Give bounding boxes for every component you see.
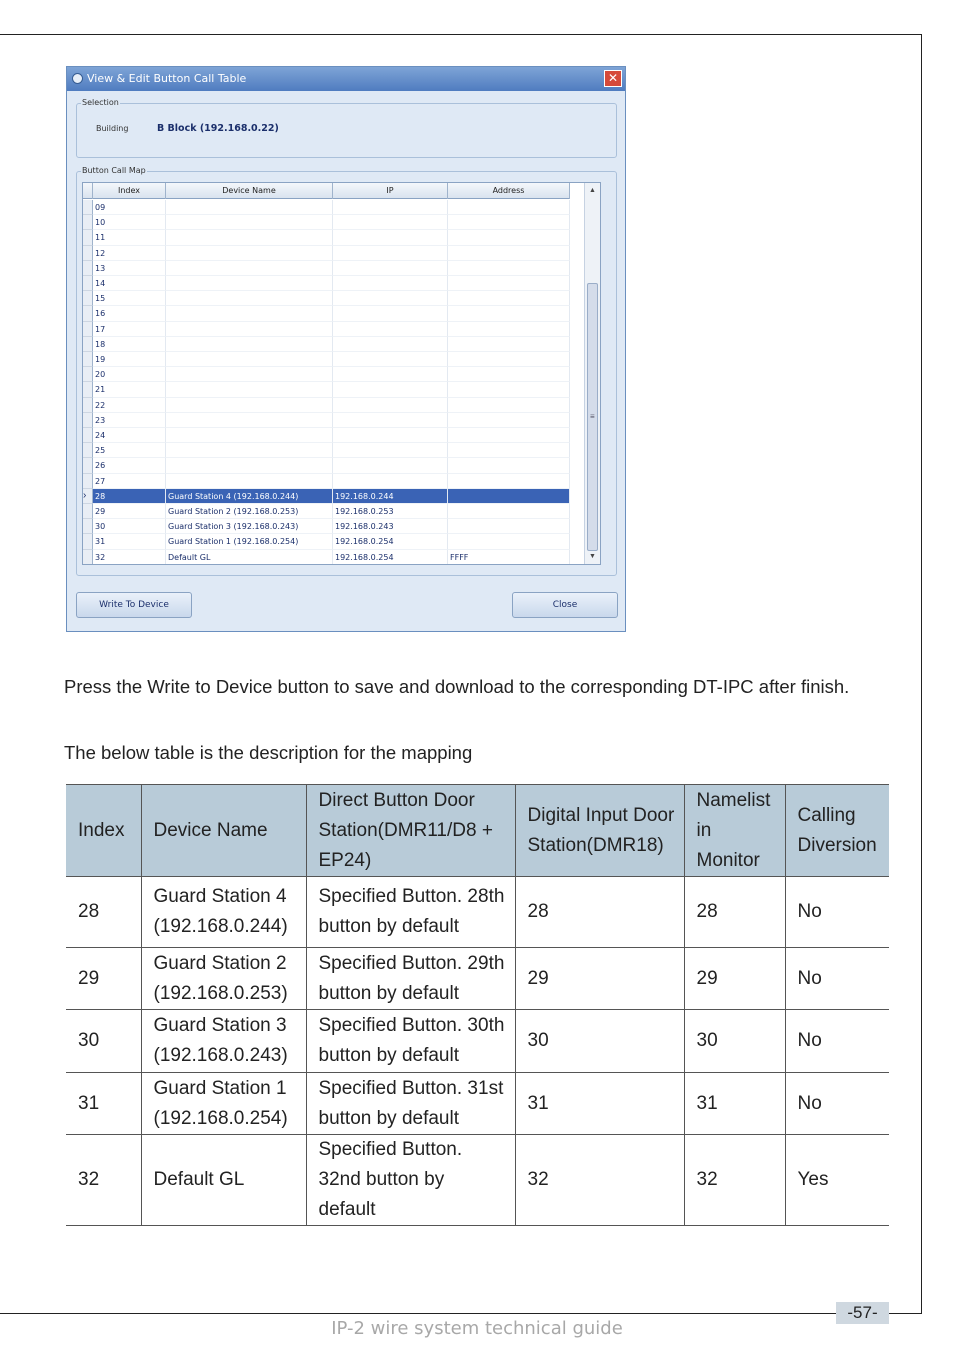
cell-ip[interactable]: 192.168.0.244 [333, 489, 448, 504]
cell-direct-button: Specified Button. 28th button by default [306, 877, 515, 948]
grid-row[interactable] [83, 337, 570, 352]
cell-address[interactable] [448, 200, 570, 215]
cell-calling-diversion: Yes [785, 1135, 889, 1226]
cell-device-name: Guard Station 1 (192.168.0.254) [141, 1073, 306, 1135]
grid-row[interactable] [83, 474, 570, 489]
cell-index[interactable]: 25 [93, 443, 166, 458]
cell-device-name[interactable] [166, 443, 333, 458]
cell-ip[interactable] [333, 458, 448, 473]
cell-address[interactable] [448, 367, 570, 382]
grid-row[interactable] [83, 489, 570, 504]
page-number: -57- [836, 1302, 889, 1324]
cell-ip[interactable] [333, 306, 448, 321]
page-frame-top [0, 34, 922, 35]
row-selector[interactable] [83, 428, 93, 443]
cell-index: 30 [66, 1010, 141, 1073]
cell-device-name[interactable] [166, 474, 333, 489]
instruction-paragraph: Press the Write to Device button to save and download to the corresponding DT-IPC after finish. [64, 676, 850, 697]
button-call-map-label: Button Call Map [82, 166, 146, 175]
cell-namelist: 29 [684, 948, 785, 1010]
cell-direct-button: Specified Button. 31st button by default [306, 1073, 515, 1135]
cell-device-name[interactable] [166, 215, 333, 230]
cell-index[interactable]: 12 [93, 246, 166, 261]
cell-ip[interactable] [333, 246, 448, 261]
cell-namelist: 28 [684, 877, 785, 948]
row-selector[interactable] [83, 200, 93, 215]
cell-ip[interactable] [333, 382, 448, 397]
cell-address[interactable] [448, 306, 570, 321]
building-label: Building [96, 124, 129, 133]
cell-index[interactable]: 26 [93, 458, 166, 473]
grid-row[interactable] [83, 230, 570, 245]
grid-row[interactable] [83, 215, 570, 230]
row-selector[interactable] [83, 474, 93, 489]
row-selector[interactable] [83, 398, 93, 413]
row-selector[interactable] [83, 458, 93, 473]
footer-text: IP-2 wire system technical guide [331, 1318, 623, 1339]
cell-address[interactable] [448, 474, 570, 489]
cell-index[interactable]: 31 [93, 534, 166, 549]
selection-group-label: Selection [82, 98, 119, 107]
cell-index[interactable]: 28 [93, 489, 166, 504]
cell-calling-diversion: No [785, 1073, 889, 1135]
cell-address[interactable] [448, 458, 570, 473]
grid-row[interactable] [83, 458, 570, 473]
cell-device-name[interactable] [166, 458, 333, 473]
row-selector[interactable] [83, 261, 93, 276]
grid-row[interactable] [83, 322, 570, 337]
scroll-down-icon[interactable]: ▼ [589, 553, 596, 560]
page-frame-bottom [0, 1313, 922, 1314]
cell-device-name[interactable] [166, 428, 333, 443]
column-header-ip[interactable]: IP [333, 183, 448, 199]
grid-row[interactable] [83, 382, 570, 397]
dialog-title: View & Edit Button Call Table [87, 72, 247, 85]
row-selector[interactable] [83, 276, 93, 291]
cell-digital-input: 28 [515, 877, 684, 948]
cell-device-name[interactable]: Guard Station 2 (192.168.0.253) [166, 504, 333, 519]
cell-device-name[interactable]: Guard Station 1 (192.168.0.254) [166, 534, 333, 549]
row-selector[interactable]: › [83, 489, 93, 504]
cell-ip[interactable] [333, 352, 448, 367]
header-digital-input-door-station: Digital Input Door Station(DMR18) [515, 785, 684, 877]
cell-ip[interactable] [333, 261, 448, 276]
cell-device-name[interactable] [166, 382, 333, 397]
cell-index[interactable]: 16 [93, 306, 166, 321]
cell-address[interactable] [448, 413, 570, 428]
cell-ip[interactable] [333, 367, 448, 382]
grid-row[interactable] [83, 261, 570, 276]
page-frame-right [921, 34, 922, 1314]
row-selector[interactable] [83, 534, 93, 549]
cell-index: 29 [66, 948, 141, 1010]
cell-direct-button: Specified Button. 30th button by default [306, 1010, 515, 1073]
grid-row[interactable] [83, 413, 570, 428]
cell-namelist: 30 [684, 1010, 785, 1073]
cell-index[interactable]: 15 [93, 291, 166, 306]
cell-index[interactable]: 10 [93, 215, 166, 230]
cell-address[interactable] [448, 534, 570, 549]
cell-calling-diversion: No [785, 1010, 889, 1073]
table-row [66, 1010, 889, 1073]
header-direct-button-door-station: Direct Button Door Station(DMR11/D8 + EP24) [306, 785, 515, 877]
cell-calling-diversion: No [785, 877, 889, 948]
cell-direct-button: Specified Button. 29th button by default [306, 948, 515, 1010]
cell-device-name[interactable]: Guard Station 4 (192.168.0.244) [166, 489, 333, 504]
cell-address[interactable] [448, 337, 570, 352]
cell-device-name[interactable] [166, 246, 333, 261]
grid-header-selector [83, 183, 93, 199]
row-selector[interactable] [83, 322, 93, 337]
cell-index[interactable]: 29 [93, 504, 166, 519]
grid-row[interactable] [83, 306, 570, 321]
row-selector[interactable] [83, 230, 93, 245]
cell-device-name: Guard Station 3 (192.168.0.243) [141, 1010, 306, 1073]
cell-address[interactable] [448, 519, 570, 534]
row-selector[interactable] [83, 550, 93, 565]
cell-device-name[interactable] [166, 261, 333, 276]
grid-row[interactable] [83, 367, 570, 382]
write-to-device-button[interactable]: Write To Device [76, 592, 192, 618]
cell-index: 32 [66, 1135, 141, 1226]
row-selector[interactable] [83, 443, 93, 458]
cell-index[interactable]: 11 [93, 230, 166, 245]
cell-index[interactable]: 14 [93, 276, 166, 291]
grid-row[interactable] [83, 200, 570, 215]
cell-device-name[interactable] [166, 230, 333, 245]
cell-address[interactable] [448, 291, 570, 306]
grid-header [83, 183, 570, 199]
header-device-name: Device Name [141, 785, 306, 877]
grid-vertical-scrollbar[interactable] [584, 183, 601, 564]
cell-ip[interactable]: 192.168.0.253 [333, 504, 448, 519]
grid-row[interactable] [83, 291, 570, 306]
header-index: Index [66, 785, 141, 877]
cell-device-name[interactable] [166, 306, 333, 321]
mapping-table-body [66, 877, 889, 1226]
row-selector[interactable] [83, 352, 93, 367]
dialog-title-bar [67, 67, 625, 91]
scroll-up-icon[interactable]: ▲ [589, 187, 596, 194]
cell-index[interactable]: 32 [93, 550, 166, 565]
cell-index[interactable]: 09 [93, 200, 166, 215]
cell-address[interactable] [448, 261, 570, 276]
table-row [66, 1073, 889, 1135]
mapping-table-header-row [66, 785, 889, 877]
cell-namelist: 32 [684, 1135, 785, 1226]
cell-index[interactable]: 13 [93, 261, 166, 276]
grid-row[interactable] [83, 550, 570, 565]
cell-namelist: 31 [684, 1073, 785, 1135]
row-selector[interactable] [83, 337, 93, 352]
grid-row[interactable] [83, 428, 570, 443]
row-selector[interactable] [83, 306, 93, 321]
row-selector[interactable] [83, 519, 93, 534]
grid-row[interactable] [83, 504, 570, 519]
table-row [66, 948, 889, 1010]
row-selector[interactable] [83, 382, 93, 397]
cell-address[interactable] [448, 382, 570, 397]
cell-device-name[interactable] [166, 352, 333, 367]
table-row [66, 877, 889, 948]
grid-row[interactable] [83, 519, 570, 534]
table-row [66, 1135, 889, 1226]
cell-address[interactable]: FFFF [448, 550, 570, 565]
cell-device-name: Guard Station 2 (192.168.0.253) [141, 948, 306, 1010]
cell-ip[interactable]: 192.168.0.243 [333, 519, 448, 534]
cell-device-name[interactable] [166, 413, 333, 428]
row-selector[interactable] [83, 413, 93, 428]
cell-device-name[interactable] [166, 291, 333, 306]
cell-device-name[interactable] [166, 276, 333, 291]
cell-index[interactable]: 18 [93, 337, 166, 352]
row-selector[interactable] [83, 504, 93, 519]
row-selector[interactable] [83, 291, 93, 306]
cell-device-name[interactable] [166, 337, 333, 352]
cell-ip[interactable] [333, 413, 448, 428]
cell-direct-button: Specified Button. 32nd button by default [306, 1135, 515, 1226]
cell-address[interactable] [448, 504, 570, 519]
cell-ip[interactable] [333, 215, 448, 230]
button-call-grid[interactable] [82, 182, 601, 565]
cell-index: 31 [66, 1073, 141, 1135]
close-button[interactable]: Close [512, 592, 618, 618]
cell-device-name[interactable] [166, 398, 333, 413]
row-selector[interactable] [83, 246, 93, 261]
header-calling-diversion: Calling Diversion [785, 785, 889, 877]
cell-device-name[interactable]: Guard Station 3 (192.168.0.243) [166, 519, 333, 534]
button-call-table-dialog [66, 66, 626, 632]
cell-ip[interactable] [333, 291, 448, 306]
grid-row[interactable] [83, 398, 570, 413]
cell-device-name[interactable]: Default GL [166, 550, 333, 565]
cell-device-name[interactable] [166, 322, 333, 337]
cell-index[interactable]: 27 [93, 474, 166, 489]
header-namelist-in-monitor: Namelist in Monitor [684, 785, 785, 877]
grid-row[interactable] [83, 352, 570, 367]
cell-device-name[interactable] [166, 200, 333, 215]
cell-address[interactable] [448, 246, 570, 261]
cell-address[interactable] [448, 443, 570, 458]
app-icon [72, 73, 83, 84]
cell-ip[interactable] [333, 428, 448, 443]
grid-row[interactable] [83, 443, 570, 458]
building-value[interactable]: B Block (192.168.0.22) [157, 123, 279, 134]
cell-device-name: Default GL [141, 1135, 306, 1226]
cell-address[interactable] [448, 215, 570, 230]
cell-address[interactable] [448, 428, 570, 443]
cell-ip[interactable]: 192.168.0.254 [333, 534, 448, 549]
cell-address[interactable] [448, 398, 570, 413]
cell-address[interactable] [448, 352, 570, 367]
cell-ip[interactable] [333, 337, 448, 352]
cell-index[interactable]: 22 [93, 398, 166, 413]
cell-ip[interactable] [333, 443, 448, 458]
mapping-table [66, 784, 889, 1226]
table-intro-paragraph: The below table is the description for the mapping [64, 742, 473, 763]
cell-index[interactable]: 24 [93, 428, 166, 443]
grid-row[interactable] [83, 246, 570, 261]
cell-index[interactable]: 19 [93, 352, 166, 367]
cell-device-name: Guard Station 4 (192.168.0.244) [141, 877, 306, 948]
scroll-thumb[interactable] [587, 283, 598, 551]
column-header-address[interactable]: Address [448, 183, 570, 199]
cell-digital-input: 31 [515, 1073, 684, 1135]
cell-index: 28 [66, 877, 141, 948]
cell-index[interactable]: 30 [93, 519, 166, 534]
cell-index[interactable]: 23 [93, 413, 166, 428]
grid-row[interactable] [83, 534, 570, 549]
cell-index[interactable]: 17 [93, 322, 166, 337]
cell-digital-input: 29 [515, 948, 684, 1010]
cell-address[interactable] [448, 230, 570, 245]
row-selector[interactable] [83, 367, 93, 382]
cell-ip[interactable] [333, 200, 448, 215]
cell-ip[interactable] [333, 398, 448, 413]
cell-ip[interactable] [333, 474, 448, 489]
row-selector[interactable] [83, 215, 93, 230]
cell-address[interactable] [448, 489, 570, 504]
grid-row[interactable] [83, 276, 570, 291]
cell-address[interactable] [448, 276, 570, 291]
cell-digital-input: 32 [515, 1135, 684, 1226]
cell-ip[interactable] [333, 276, 448, 291]
cell-index[interactable]: 21 [93, 382, 166, 397]
cell-ip[interactable] [333, 230, 448, 245]
cell-address[interactable] [448, 322, 570, 337]
cell-digital-input: 30 [515, 1010, 684, 1073]
column-header-index[interactable]: Index [93, 183, 166, 199]
cell-ip[interactable]: 192.168.0.254 [333, 550, 448, 565]
cell-ip[interactable] [333, 322, 448, 337]
cell-device-name[interactable] [166, 367, 333, 382]
scroll-grip-icon: ≡ [590, 412, 595, 421]
column-header-device-name[interactable]: Device Name [166, 183, 333, 199]
cell-index[interactable]: 20 [93, 367, 166, 382]
close-icon[interactable]: ✕ [604, 70, 622, 87]
cell-calling-diversion: No [785, 948, 889, 1010]
